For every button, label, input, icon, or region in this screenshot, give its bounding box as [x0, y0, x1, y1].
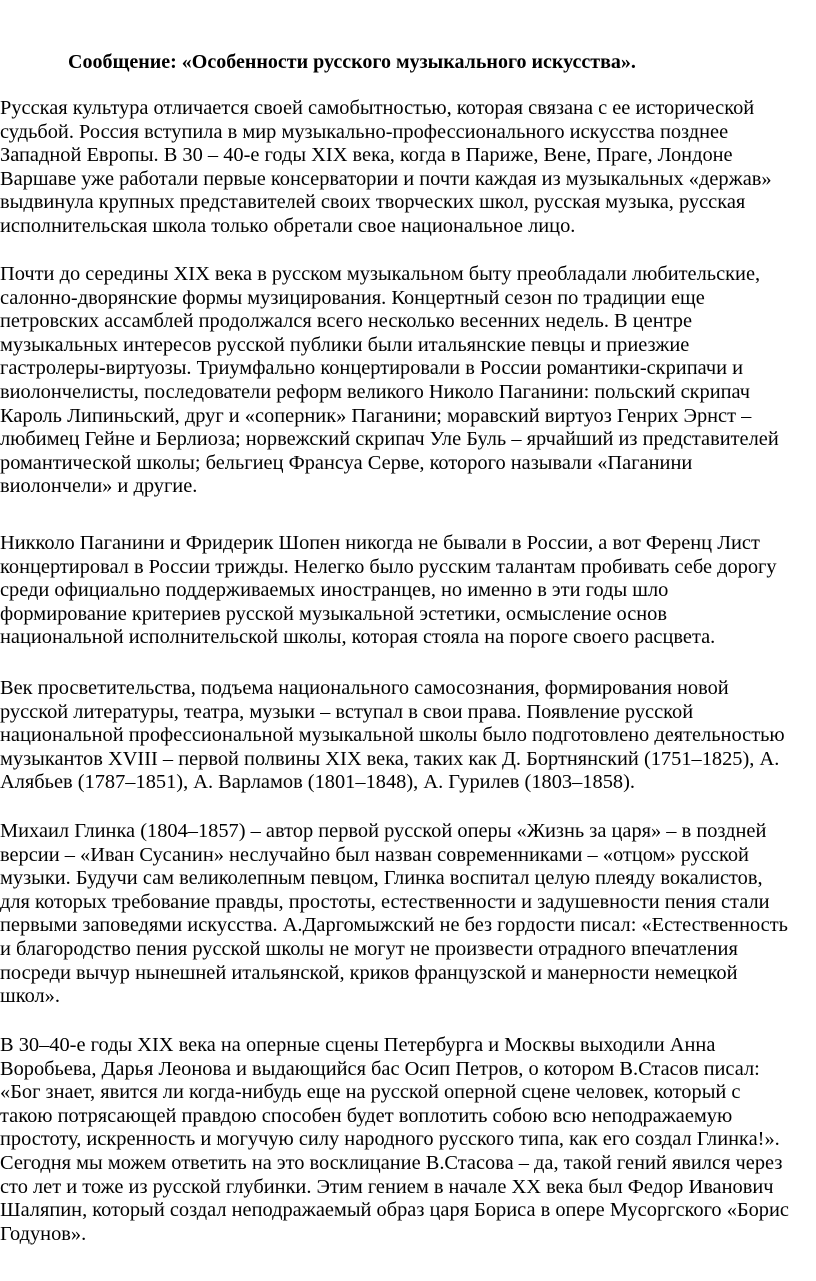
text-line: Почти до середины XIX века в русском музыкальном быту преобладали любительские,: [0, 263, 761, 285]
text-line: и благородство пения русской школы не могут не произвести отрадного впечатления: [0, 937, 738, 960]
text-line: петровских ассамблей продолжался всего несколько весенних недель. В центре: [0, 310, 693, 333]
text-line: сто лет и тоже из русской глубинки. Этим гением в начале XX века был Федор Иванович: [0, 1175, 774, 1198]
text-line: концертировал в России трижды. Нелегко было русским талантам пробивать себе дорогу: [0, 555, 777, 578]
text-line: исполнительская школа только обретали свое национальное лицо.: [0, 214, 576, 237]
text-line: Алябьев (1787–1851), А. Варламов (1801–1848), А. Гурилев (1803–1858).: [0, 771, 635, 794]
text-line: Шаляпин, который создал неподражаемый образ царя Бориса в опере Мусоргского «Борис: [0, 1199, 789, 1222]
text-line: выдвинула крупных представителей своих творческих школ, русская музыка, русская: [0, 191, 746, 214]
text-line: Русская культура отличается своей самобытностью, которая связана с ее исторической: [0, 97, 755, 119]
text-line: салонно-дворянские формы музицирования. Концертный сезон по традиции еще: [0, 286, 705, 309]
text-line: среди официально поддерживаемых иностранцев, но именно в эти годы шло: [0, 579, 669, 602]
text-line: такою потрясающей правдою способен будет воплотить собою всю неподражаемую: [0, 1104, 733, 1127]
text-line: Годунов».: [0, 1222, 87, 1245]
text-line: любимец Гейне и Берлиоза; норвежский скрипач Уле Буль – ярчайший из представителей: [0, 428, 779, 451]
text-line: формирование критериев русской музыкальной эстетики, осмысление основ: [0, 602, 668, 625]
text-line: гастролеры-виртуозы. Триумфально концертировали в России романтики-скрипачи и: [0, 357, 744, 380]
text-line: национальной профессиональной музыкальной школы было подготовлено деятельностью: [0, 724, 785, 747]
text-line: В 30–40-е годы XIX века на оперные сцены Петербурга и Москвы выходили Анна: [0, 1034, 716, 1056]
paragraph-4: [0, 677, 785, 795]
text-line: школ».: [0, 985, 60, 1008]
text-line: Никколо Паганини и Фридерик Шопен никогда не бывали в России, а вот Ференц Лист: [0, 532, 760, 554]
text-line: музыки. Будучи сам великолепным певцом, Глинка воспитал целую плеяду вокалистов,: [0, 867, 763, 890]
text-line: виолончелисты, последователи реформ великого Николо Паганини: польский скрипач: [0, 380, 751, 403]
paragraph-5: [0, 820, 788, 1009]
text-line: музыкальных интересов русской публики были итальянские певцы и приезжие: [0, 333, 690, 356]
paragraph-1: [0, 97, 772, 239]
text-line: Век просветительства, подъема национального самосознания, формирования новой: [0, 677, 729, 699]
text-line: «Бог знает, явится ли когда-нибудь еще на русской оперной сцене человек, который с: [0, 1081, 741, 1104]
text-line: первыми заповедями искусства. А.Даргомыжский не без гордости писал: «Естественность: [0, 914, 788, 937]
text-line: национальной исполнительской школы, которая стояла на пороге своего расцвета.: [0, 626, 716, 649]
text-line: романтической школы; бельгиец Франсуа Серве, которого называли «Паганини: [0, 451, 693, 474]
text-line: Михаил Глинка (1804–1857) – автор первой русской оперы «Жизнь за царя» – в поздней: [0, 820, 767, 842]
text-line: виолончели» и другие.: [0, 475, 198, 498]
text-line: простоту, искренность и могучую силу народного русского типа, как его создал Глинка!».: [0, 1128, 780, 1151]
text-line: Кароль Липиньский, друг и «соперник» Паганини; моравский виртуоз Генрих Эрнст –: [0, 404, 752, 427]
text-line: музыкантов XVIII – первой полвины XIX века, таких как Д. Бортнянский (1751–1825), А.: [0, 747, 780, 770]
text-line: для которых требование правды, простоты, естественности и задушевности пения стали: [0, 890, 770, 913]
text-line: Западной Европы. В 30 – 40-е годы XIX века, когда в Париже, Вене, Праге, Лондоне: [0, 144, 733, 167]
paragraph-3: [0, 532, 777, 650]
text-line: судьбой. Россия вступила в мир музыкально-профессионального искусства позднее: [0, 120, 729, 143]
text-line: Воробьева, Дарья Леонова и выдающийся бас Осип Петров, о котором В.Стасов писал:: [0, 1057, 760, 1080]
text-line: версии – «Иван Сусанин» неслучайно был назван современниками – «отцом» русской: [0, 843, 749, 866]
document-title: Сообщение: «Особенности русского музыкального искусства».: [68, 51, 636, 73]
text-line: посреди вычур нынешней итальянской, криков французской и манерности немецкой: [0, 961, 738, 984]
text-line: Сегодня мы можем ответить на это восклицание В.Стасова – да, такой гений явился через: [0, 1151, 783, 1174]
text-line: русской литературы, театра, музыки – вступал в свои права. Появление русской: [0, 700, 694, 723]
paragraph-6: [0, 1034, 789, 1246]
text-line: Варшаве уже работали первые консерватории и почти каждая из музыкальных «держав»: [0, 167, 772, 190]
paragraph-2: [0, 263, 779, 499]
